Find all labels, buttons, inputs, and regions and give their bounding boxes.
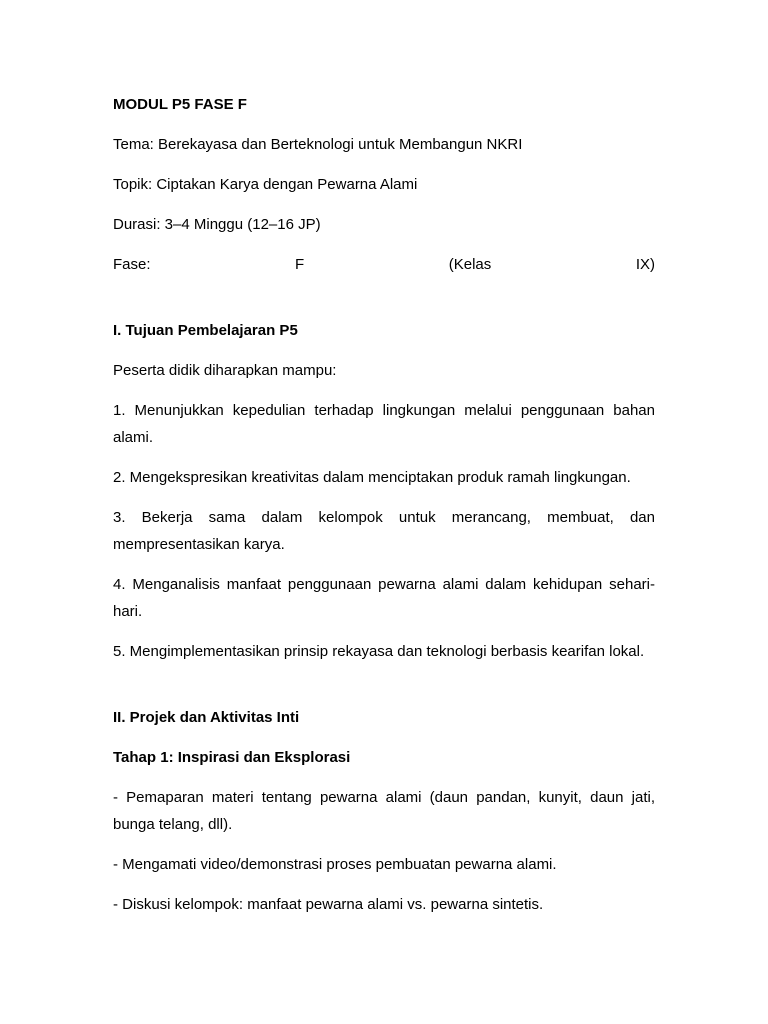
fase-value: F — [295, 256, 305, 273]
list-item: 1. Menunjukkan kepedulian terhadap lingkungan melalui penggunaan bahan alami. — [113, 402, 655, 446]
list-item: - Pemaparan materi tentang pewarna alami (daun pandan, kunyit, daun jati, bunga telang, dll). — [113, 789, 655, 833]
list-item: 4. Menganalisis manfaat penggunaan pewarna alami dalam kehidupan sehari-hari. — [113, 576, 655, 620]
tema-line: Tema: Berekayasa dan Berteknologi untuk Membangun NKRI — [113, 136, 523, 153]
section-heading: II. Projek dan Aktivitas Inti — [113, 709, 300, 726]
fase-line — [113, 251, 655, 278]
fase-kelas-value: IX) — [635, 256, 655, 273]
spacer — [113, 678, 655, 704]
spacer — [113, 291, 655, 317]
topik-line: Topik: Ciptakan Karya dengan Pewarna Alami — [113, 176, 418, 193]
list-item: 3. Bekerja sama dalam kelompok untuk merancang, membuat, dan mempresentasikan karya. — [113, 509, 655, 553]
list-item: 2. Mengekspresikan kreativitas dalam menciptakan produk ramah lingkungan. — [113, 469, 631, 486]
subsection-heading: Tahap 1: Inspirasi dan Eksplorasi — [113, 749, 351, 766]
list-item: - Mengamati video/demonstrasi proses pembuatan pewarna alami. — [113, 856, 557, 873]
list-item: 5. Mengimplementasikan prinsip rekayasa dan teknologi berbasis kearifan lokal. — [113, 643, 645, 660]
fase-kelas-label: (Kelas — [448, 256, 492, 273]
section-intro: Peserta didik diharapkan mampu: — [113, 362, 337, 379]
document-title: MODUL P5 FASE F — [113, 96, 247, 113]
list-item: - Diskusi kelompok: manfaat pewarna alami vs. pewarna sintetis. — [113, 896, 544, 913]
document-page — [113, 91, 655, 931]
fase-label: Fase: — [113, 256, 151, 273]
durasi-line: Durasi: 3–4 Minggu (12–16 JP) — [113, 216, 321, 233]
section-heading: I. Tujuan Pembelajaran P5 — [113, 322, 298, 339]
